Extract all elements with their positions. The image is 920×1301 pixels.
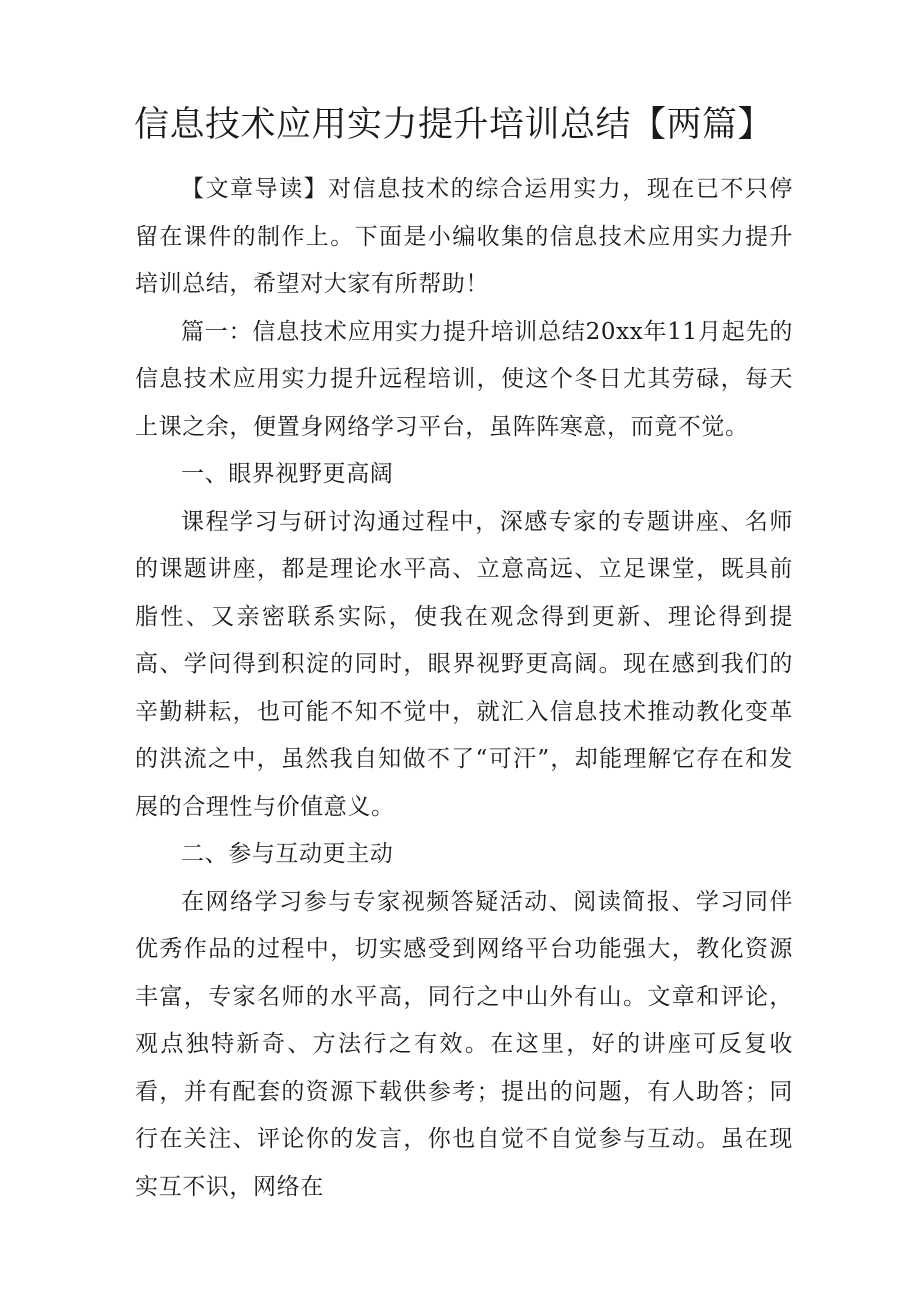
section2-paragraph: 在网络学习参与专家视频答疑活动、阅读简报、学习同伴优秀作品的过程中，切实感受到网络平台功能强大，教化资源丰富，专家名师的水平高，同行之中山外有山。文章和评论，观点独特新奇、方法行之有效。在这里，好的讲座可反复收看，并有配套的资源下载供参考；提出的问题，有人助答；同行在关注、评论你的发言，你也自觉不自觉参与互动。虽在现实互不识，网络在 (135, 888, 793, 1200)
part1-intro-paragraph: 篇一：信息技术应用实力提升培训总结20xx年11月起先的信息技术应用实力提升远程培训，使这个冬日尤其劳碌，每天上课之余，便置身网络学习平台，虽阵阵寒意，而竟不觉。 (135, 318, 793, 440)
document-body (135, 166, 793, 1211)
section1-paragraph: 课程学习与研讨沟通过程中，深感专家的专题讲座、名师的课题讲座，都是理论水平高、立意高远、立足课堂，既具前脂性、又亲密联系实际，使我在观念得到更新、理论得到提高、学问得到积淀的同时，眼界视野更高阔。现在感到我们的辛勤耕耘，也可能不知不觉中，就汇入信息技术推动教化变革的洪流之中，虽然我自知做不了“可汗”，却能理解它存在和发展的合理性与价值意义。 (135, 508, 793, 820)
section1-heading: 一、眼界视野更高阔 (181, 461, 394, 487)
section2-heading: 二、参与互动更主动 (181, 841, 394, 867)
intro-paragraph: 【文章导读】对信息技术的综合运用实力，现在已不只停留在课件的制作上。下面是小编收集的信息技术应用实力提升培训总结，希望对大家有所帮助！ (135, 176, 793, 297)
document-title: 信息技术应用实力提升培训总结【两篇】 (134, 105, 774, 145)
